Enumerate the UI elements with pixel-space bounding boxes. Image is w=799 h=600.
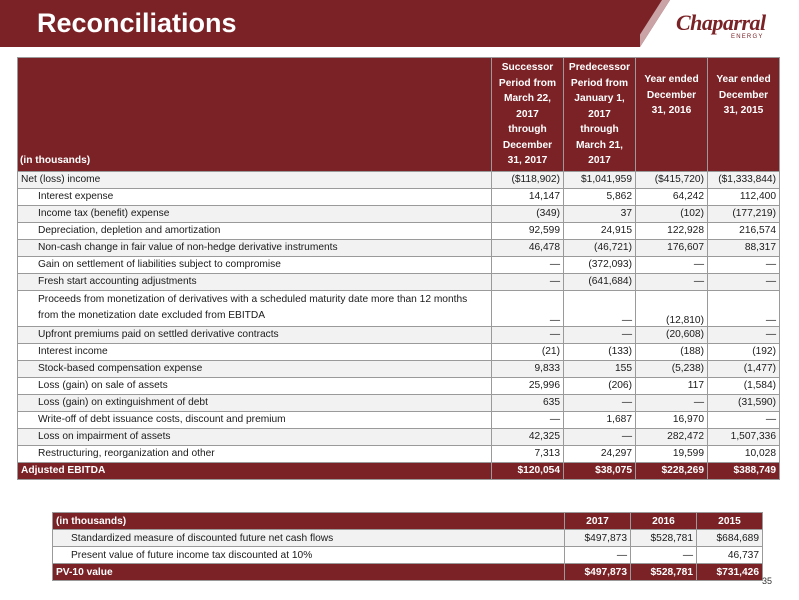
row-label: Gain on settlement of liabilities subject to compromise [18, 256, 492, 273]
row-label: Net (loss) income [18, 171, 492, 188]
cell-value: — [636, 394, 708, 411]
cell-value: 46,478 [492, 239, 564, 256]
column-header: Predecessor Period from January 1, 2017 through March 21, 2017 [564, 58, 636, 172]
logo-wordmark: Chaparral [676, 10, 766, 35]
cell-value: (206) [564, 377, 636, 394]
cell-value: (102) [636, 205, 708, 222]
cell-value: 64,242 [636, 188, 708, 205]
cell-value: $684,689 [697, 530, 763, 547]
cell-value: — [636, 256, 708, 273]
column-header: 2016 [631, 513, 697, 530]
cell-value: — [492, 411, 564, 428]
cell-value: 88,317 [708, 239, 780, 256]
cell-value: ($118,902) [492, 171, 564, 188]
cell-value: 635 [492, 394, 564, 411]
cell-value: — [492, 290, 564, 326]
total-value: $38,075 [564, 462, 636, 479]
row-label: Upfront premiums paid on settled derivative contracts [18, 326, 492, 343]
cell-value: (5,238) [636, 360, 708, 377]
cell-value: — [564, 326, 636, 343]
table-row [18, 273, 780, 290]
table-row [18, 205, 780, 222]
cell-value: 92,599 [492, 222, 564, 239]
cell-value: 176,607 [636, 239, 708, 256]
table-row [18, 256, 780, 273]
total-row [18, 462, 780, 479]
cell-value: (12,810) [636, 290, 708, 326]
row-label: Loss (gain) on sale of assets [18, 377, 492, 394]
total-value: $388,749 [708, 462, 780, 479]
cell-value: 24,297 [564, 445, 636, 462]
cell-value: 117 [636, 377, 708, 394]
table-row [18, 377, 780, 394]
row-label: Interest income [18, 343, 492, 360]
cell-value: 122,928 [636, 222, 708, 239]
total-value: $528,781 [631, 564, 697, 581]
cell-value: 112,400 [708, 188, 780, 205]
table-row [18, 411, 780, 428]
table-row [18, 343, 780, 360]
row-label: Depreciation, depletion and amortization [18, 222, 492, 239]
cell-value: — [708, 326, 780, 343]
cell-value: (46,721) [564, 239, 636, 256]
table-row [53, 547, 763, 564]
row-label: Restructuring, reorganization and other [18, 445, 492, 462]
cell-value: (21) [492, 343, 564, 360]
cell-value: (372,093) [564, 256, 636, 273]
row-label: Loss (gain) on extinguishment of debt [18, 394, 492, 411]
cell-value: (1,477) [708, 360, 780, 377]
total-value: $228,269 [636, 462, 708, 479]
row-label: Present value of future income tax discounted at 10% [53, 547, 565, 564]
row-label: Proceeds from monetization of derivatives with a scheduled maturity date more than 12 months from the monetization date excluded from EBITDA [18, 290, 492, 326]
company-logo [676, 10, 766, 40]
cell-value: 9,833 [492, 360, 564, 377]
cell-value: — [636, 273, 708, 290]
total-value: $120,054 [492, 462, 564, 479]
cell-value: ($415,720) [636, 171, 708, 188]
cell-value: 1,507,336 [708, 428, 780, 445]
cell-value: 282,472 [636, 428, 708, 445]
row-label: Non-cash change in fair value of non-hedge derivative instruments [18, 239, 492, 256]
table-row [18, 222, 780, 239]
cell-value: (133) [564, 343, 636, 360]
cell-value: — [492, 326, 564, 343]
column-header: 2017 [565, 513, 631, 530]
cell-value: (177,219) [708, 205, 780, 222]
cell-value: 25,996 [492, 377, 564, 394]
cell-value: 46,737 [697, 547, 763, 564]
column-header: Year ended December 31, 2016 [636, 58, 708, 172]
total-value: $731,426 [697, 564, 763, 581]
row-label: Fresh start accounting adjustments [18, 273, 492, 290]
cell-value: — [708, 290, 780, 326]
cell-value: — [492, 273, 564, 290]
table-row [18, 428, 780, 445]
row-label: Loss on impairment of assets [18, 428, 492, 445]
cell-value: — [564, 428, 636, 445]
total-label: PV-10 value [53, 564, 565, 581]
cell-value: (192) [708, 343, 780, 360]
cell-value: — [492, 256, 564, 273]
table-row [18, 188, 780, 205]
cell-value: 37 [564, 205, 636, 222]
cell-value: 42,325 [492, 428, 564, 445]
table-row [18, 171, 780, 188]
label-column-header: (in thousands) [18, 58, 492, 172]
slide-title: Reconciliations [37, 8, 237, 38]
cell-value: (349) [492, 205, 564, 222]
cell-value: (31,590) [708, 394, 780, 411]
table-row [18, 394, 780, 411]
row-label: Income tax (benefit) expense [18, 205, 492, 222]
cell-value: (641,684) [564, 273, 636, 290]
cell-value: — [564, 290, 636, 326]
table-header-row [18, 58, 780, 172]
cell-value: (20,608) [636, 326, 708, 343]
cell-value: 10,028 [708, 445, 780, 462]
label-column-header: (in thousands) [53, 513, 565, 530]
total-label: Adjusted EBITDA [18, 462, 492, 479]
table-row [18, 326, 780, 343]
column-header: Successor Period from March 22, 2017 through December 31, 2017 [492, 58, 564, 172]
cell-value: — [708, 273, 780, 290]
cell-value: — [564, 394, 636, 411]
table-row [18, 239, 780, 256]
table-header-row [53, 513, 763, 530]
cell-value: — [631, 547, 697, 564]
column-header: Year ended December 31, 2015 [708, 58, 780, 172]
total-value: $497,873 [565, 564, 631, 581]
cell-value: (1,584) [708, 377, 780, 394]
adjusted-ebitda-table [17, 57, 780, 480]
cell-value: 24,915 [564, 222, 636, 239]
row-label: Standardized measure of discounted future net cash flows [53, 530, 565, 547]
cell-value: 7,313 [492, 445, 564, 462]
row-label: Stock-based compensation expense [18, 360, 492, 377]
table-row [18, 360, 780, 377]
column-header: 2015 [697, 513, 763, 530]
table-row [18, 445, 780, 462]
cell-value: (188) [636, 343, 708, 360]
cell-value: 155 [564, 360, 636, 377]
cell-value: 5,862 [564, 188, 636, 205]
cell-value: 14,147 [492, 188, 564, 205]
cell-value: 16,970 [636, 411, 708, 428]
cell-value: $528,781 [631, 530, 697, 547]
row-label: Interest expense [18, 188, 492, 205]
total-row [53, 564, 763, 581]
table-row [53, 530, 763, 547]
cell-value: — [708, 256, 780, 273]
page-number: 35 [762, 576, 773, 586]
cell-value: — [708, 411, 780, 428]
pv10-table [52, 512, 763, 581]
row-label: Write-off of debt issuance costs, discount and premium [18, 411, 492, 428]
cell-value: 216,574 [708, 222, 780, 239]
table-row [18, 290, 780, 326]
cell-value: — [565, 547, 631, 564]
cell-value: 1,687 [564, 411, 636, 428]
cell-value: $1,041,959 [564, 171, 636, 188]
logo-subtext: ENERGY [731, 34, 764, 40]
cell-value: ($1,333,844) [708, 171, 780, 188]
cell-value: $497,873 [565, 530, 631, 547]
cell-value: 19,599 [636, 445, 708, 462]
